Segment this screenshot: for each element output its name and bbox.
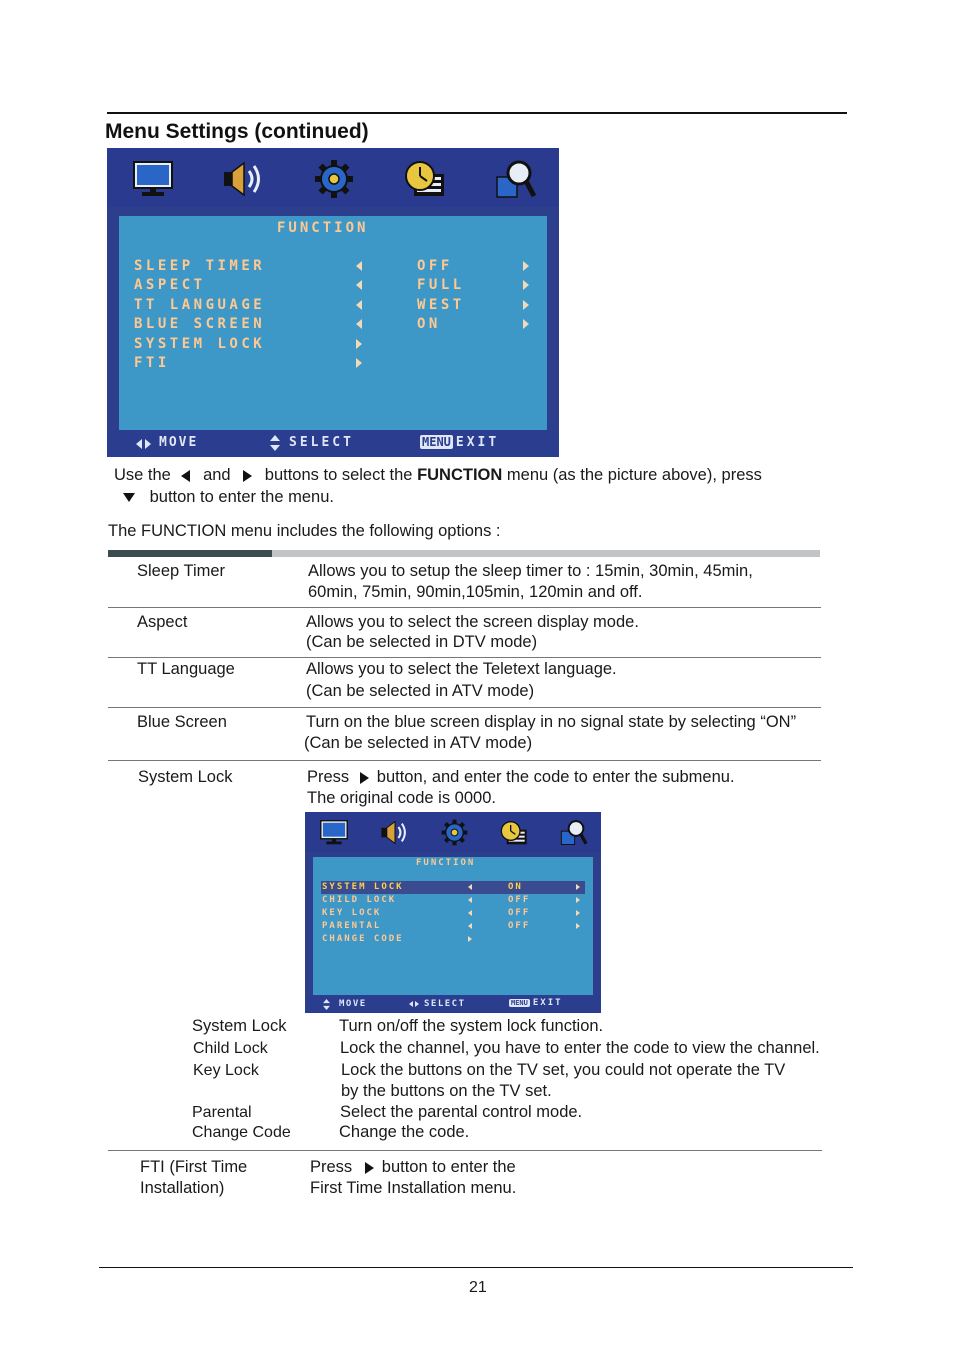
option-desc: Allows you to select the screen display mode. (306, 613, 639, 631)
sub-option-desc: Select the parental control mode. (340, 1103, 583, 1121)
option-desc: (Can be selected in ATV mode) (306, 682, 535, 700)
sub-option-name: Change Code (192, 1124, 291, 1141)
right-arrow-icon (360, 772, 369, 784)
row-divider (108, 657, 821, 658)
osd-footer-exit-group (420, 435, 499, 450)
osd-item-label: SLEEP TIMER (134, 258, 266, 274)
osd-left-arrow-icon (468, 884, 472, 890)
osd-footer-exit-group (509, 998, 563, 1008)
osd-footer-select: SELECT (289, 435, 354, 450)
osd-item-label: FTI (134, 355, 170, 371)
option-desc: 60min, 75min, 90min,105min, 120min and off. (308, 583, 643, 601)
time-icon (500, 820, 528, 846)
osd-item-value: OFF (508, 895, 531, 905)
option-desc: The original code is 0000. (307, 789, 496, 807)
osd-right-arrow-icon (576, 884, 580, 890)
down-arrow-icon (123, 493, 135, 502)
setup-icon (314, 159, 354, 199)
osd-left-arrow-icon (468, 897, 472, 903)
osd-right-arrow-icon (356, 339, 362, 349)
row-divider (108, 1150, 822, 1151)
osd-right-arrow-icon (415, 1001, 419, 1007)
osd-item-label: SYSTEM LOCK (134, 336, 266, 352)
osd-footer-bar (107, 430, 559, 457)
function-icon (495, 159, 537, 199)
osd-right-arrow-icon (523, 319, 529, 329)
menu-button-icon: MENU (422, 435, 451, 449)
row-divider (108, 760, 821, 761)
osd-item-value: OFF (508, 921, 531, 931)
sub-option-name: Key Lock (193, 1062, 259, 1079)
option-name: TT Language (137, 660, 235, 678)
function-icon (560, 819, 588, 846)
sub-option-desc: Lock the buttons on the TV set, you could not operate the TV (341, 1061, 786, 1079)
option-desc: (Can be selected in ATV mode) (304, 734, 533, 752)
option-name: Aspect (137, 613, 188, 631)
up-down-arrow-icon (323, 999, 330, 1010)
option-desc: Allows you to setup the sleep timer to : 15min, 30min, 45min, (308, 562, 753, 580)
osd-item-label: ASPECT (134, 277, 206, 293)
option-desc: (Can be selected in DTV mode) (306, 633, 538, 651)
row-divider (108, 607, 821, 608)
option-desc-text: Press (307, 768, 350, 786)
osd-left-arrow-icon (356, 280, 362, 290)
instruction-text: button to enter the menu. (149, 488, 334, 506)
option-desc (307, 767, 735, 788)
osd-footer-exit: EXIT (455, 435, 500, 450)
osd-item-value: WEST (417, 297, 465, 313)
osd-icon-bar (305, 812, 601, 852)
osd-item-value: OFF (508, 908, 531, 918)
osd-left-arrow-icon (409, 1001, 413, 1007)
option-desc-text: button, and enter the code to enter the submenu. (376, 768, 735, 786)
instruction-text: Use the (114, 466, 171, 484)
option-desc-text: button to enter the (381, 1158, 516, 1176)
row-divider (108, 707, 821, 708)
osd-item-label: CHANGE CODE (322, 934, 404, 944)
osd-icon-bar (107, 148, 559, 207)
instruction-line-1 (114, 465, 762, 486)
options-intro: The FUNCTION menu includes the following options : (108, 522, 501, 540)
picture-icon (133, 161, 173, 197)
right-arrow-icon (365, 1162, 374, 1174)
osd-menu-panel (313, 857, 593, 995)
osd-right-arrow-icon (523, 280, 529, 290)
system-lock-screenshot (305, 812, 601, 1013)
option-name: Installation) (140, 1179, 225, 1197)
osd-right-arrow-icon (145, 439, 151, 449)
osd-footer-exit: EXIT (532, 998, 563, 1008)
osd-menu-title: FUNCTION (277, 220, 369, 236)
osd-item-label: TT LANGUAGE (134, 297, 266, 313)
sound-icon (380, 820, 410, 845)
osd-left-arrow-icon (356, 319, 362, 329)
sub-option-name: Child Lock (193, 1040, 268, 1057)
option-name: Sleep Timer (137, 562, 226, 580)
instruction-text: menu (as the picture above), press (506, 466, 762, 484)
osd-item-label: CHILD LOCK (322, 895, 397, 905)
page-heading: Menu Settings (continued) (105, 120, 369, 143)
option-name: Blue Screen (137, 713, 227, 731)
sub-option-desc: Lock the channel, you have to enter the code to view the channel. (340, 1039, 820, 1057)
option-desc: First Time Installation menu. (310, 1179, 517, 1197)
up-down-arrow-icon (270, 435, 280, 451)
osd-left-arrow-icon (356, 300, 362, 310)
footer-rule (99, 1267, 853, 1268)
sub-option-desc: Change the code. (339, 1123, 470, 1141)
option-desc (310, 1157, 516, 1178)
function-menu-screenshot (107, 148, 559, 457)
instruction-bold: FUNCTION (417, 466, 503, 484)
osd-left-arrow-icon (468, 910, 472, 916)
sub-option-name: Parental (192, 1104, 252, 1121)
option-desc: Turn on the blue screen display in no signal state by selecting “ON” (306, 713, 797, 731)
sub-option-desc: Turn on/off the system lock function. (339, 1017, 604, 1035)
option-desc-text: Press (310, 1158, 353, 1176)
osd-footer-move: MOVE (339, 999, 367, 1009)
osd-item-value: FULL (417, 277, 465, 293)
picture-icon (320, 820, 348, 845)
osd-right-arrow-icon (576, 897, 580, 903)
osd-left-arrow-icon (468, 923, 472, 929)
sub-option-name: System Lock (192, 1017, 287, 1035)
osd-menu-title: FUNCTION (416, 858, 476, 868)
instruction-text: buttons to select the (264, 466, 413, 484)
left-arrow-icon (181, 470, 190, 482)
osd-item-label: KEY LOCK (322, 908, 382, 918)
time-icon (404, 160, 446, 198)
osd-item-label: SYSTEM LOCK (322, 882, 404, 892)
osd-footer-select: SELECT (424, 999, 466, 1009)
osd-right-arrow-icon (523, 261, 529, 271)
osd-item-label: PARENTAL (322, 921, 382, 931)
osd-right-arrow-icon (523, 300, 529, 310)
osd-left-arrow-icon (136, 439, 142, 449)
sub-option-desc: by the buttons on the TV set. (341, 1082, 552, 1100)
option-name: FTI (First Time (140, 1158, 248, 1176)
osd-right-arrow-icon (356, 358, 362, 368)
table-header-accent (108, 550, 272, 557)
osd-item-value: OFF (417, 258, 453, 274)
option-name: System Lock (138, 768, 233, 786)
osd-footer-move: MOVE (159, 435, 199, 450)
osd-menu-panel (119, 216, 547, 430)
osd-right-arrow-icon (576, 923, 580, 929)
osd-item-value: ON (508, 882, 523, 892)
sound-icon (222, 161, 266, 197)
osd-item-value: ON (417, 316, 441, 332)
option-desc: Allows you to select the Teletext language. (306, 660, 617, 678)
osd-right-arrow-icon (468, 936, 472, 942)
osd-item-label: BLUE SCREEN (134, 316, 266, 332)
top-rule (107, 112, 847, 114)
osd-left-arrow-icon (356, 261, 362, 271)
setup-icon (441, 819, 468, 846)
instruction-line-2 (123, 487, 334, 508)
menu-button-icon: MENU (511, 999, 528, 1007)
osd-footer-bar (305, 996, 601, 1013)
osd-right-arrow-icon (576, 910, 580, 916)
right-arrow-icon (243, 470, 252, 482)
instruction-text: and (203, 466, 231, 484)
page-number: 21 (469, 1279, 487, 1296)
